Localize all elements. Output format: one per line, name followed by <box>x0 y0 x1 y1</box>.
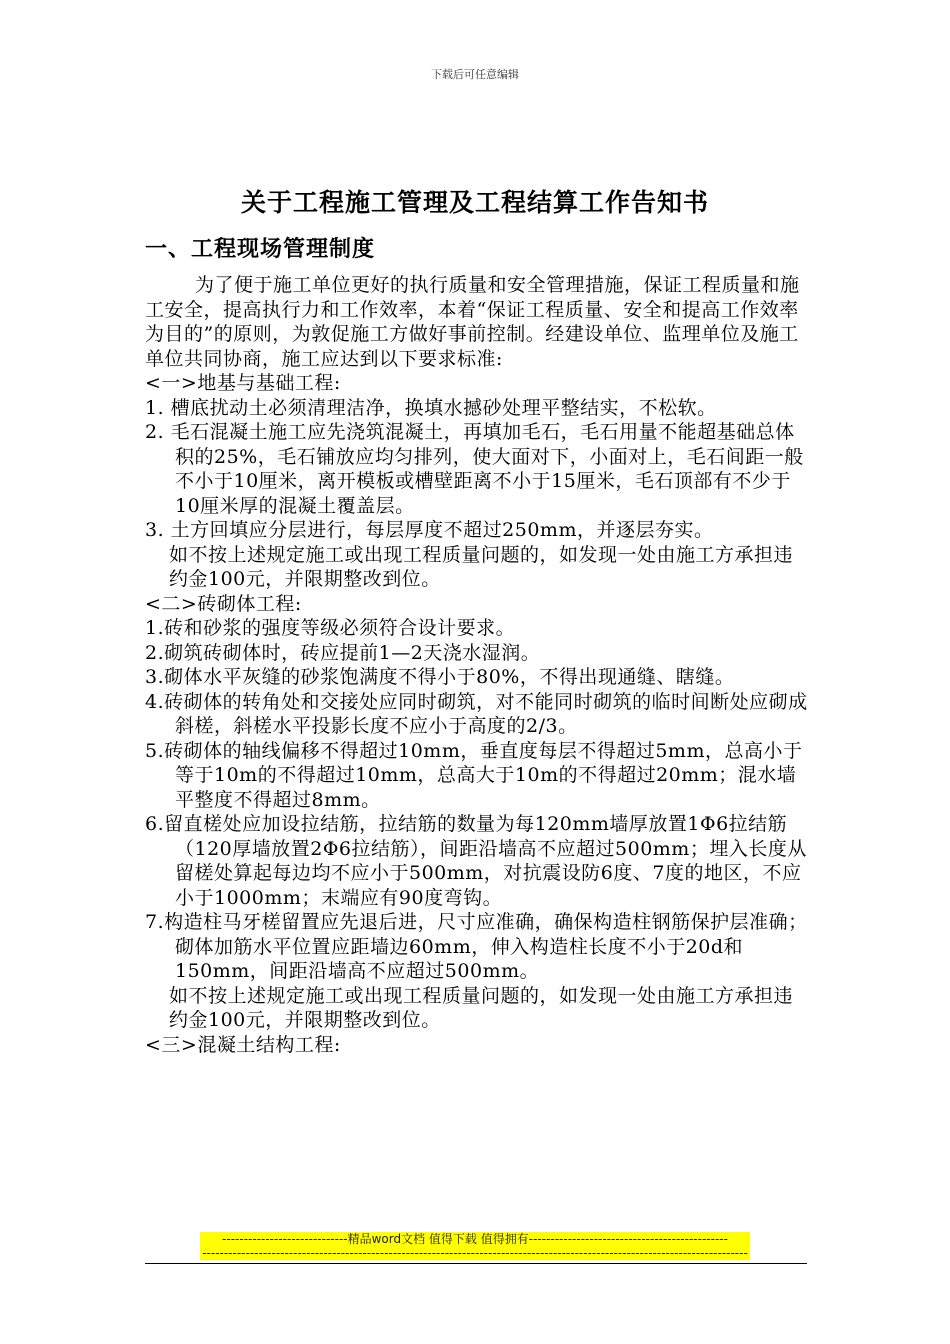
footer-banner <box>200 1232 750 1260</box>
list-item: 6.留直槎处应加设拉结筋，拉结筋的数量为每120mm墙厚放置1Φ6拉结筋（120厚墙放置2Φ6拉结筋），间距沿墙高不应超过500mm；埋入长度从留槎处算起每边均不应小于500mm，对抗震设防6度、7度的地区，不应小于1000mm；末端应有90度弯钩。 <box>145 813 807 909</box>
list-item: 1.砖和砂浆的强度等级必须符合设计要求。 <box>145 617 516 639</box>
list-item: 3.砌体水平灰缝的砂浆饱满度不得小于80%，不得出现通缝、瞎缝。 <box>145 666 735 688</box>
intro-paragraph: 为了便于施工单位更好的执行质量和安全管理措施，保证工程质量和施工安全，提高执行力和工作效率，本着“保证工程质量、安全和提高工作效率为目的”的原则，为敦促施工方做好事前控制。经建设单位、监理单位及施工单位共同协商，施工应达到以下要求标准: <box>145 274 800 370</box>
footer-divider <box>145 1263 807 1264</box>
subsection-title-concrete: <三>混凝土结构工程: <box>145 1033 341 1056</box>
subsection-title-foundation: <一>地基与基础工程: <box>145 372 341 394</box>
header-note: 下载后可任意编辑 <box>431 68 519 81</box>
list-item: 4.砖砌体的转角处和交接处应同时砌筑，对不能同时砌筑的临时间断处应砌成斜槎，斜槎水平投影长度不应小于高度的2/3。 <box>145 690 808 737</box>
list-item: 2. 毛石混凝土施工应先浇筑混凝土，再填加毛石，毛石用量不能超基础总体积的25%，毛石铺放应均匀排列，使大面对下，小面对上，毛石间距一般不小于10厘米，离开模板或槽壁距离不小于15厘米，毛石顶部有不少于10厘米厚的混凝土覆盖层。 <box>145 421 804 517</box>
footer-banner-line: ------------------------------------------------------------------------------------------------------------------------------ <box>202 1246 748 1260</box>
document-body <box>145 273 810 1057</box>
penalty-note: 如不按上述规定施工或出现工程质量问题的，如发现一处由施工方承担违约金100元，并限期整改到位。 <box>169 543 794 590</box>
list-item: 1. 槽底扰动土必须清理洁净，换填水撼砂处理平整结实，不松软。 <box>145 396 717 419</box>
subsection-title-masonry: <二>砖砌体工程: <box>145 592 302 615</box>
list-item: 2.砌筑砖砌体时，砖应提前1—2天浇水湿润。 <box>145 641 541 664</box>
section-heading: 一、工程现场管理制度 <box>145 236 376 262</box>
list-item: 7.构造柱马牙槎留置应先退后进，尺寸应准确，确保构造柱钢筋保护层准确；砌体加筋水平位置应距墙边60mm，伸入构造柱长度不小于20d和150mm，间距沿墙高不应超过500mm。 <box>145 911 808 982</box>
list-item: 3. 土方回填应分层进行，每层厚度不超过250mm，并逐层夯实。 <box>145 519 714 541</box>
footer-banner-line: -----------------------------精品word文档 值得下载 值得拥有---------------------------------------------- <box>222 1232 728 1246</box>
penalty-note: 如不按上述规定施工或出现工程质量问题的，如发现一处由施工方承担违约金100元，并限期整改到位。 <box>169 984 794 1031</box>
document-title: 关于工程施工管理及工程结算工作告知书 <box>240 188 709 217</box>
list-item: 5.砖砌体的轴线偏移不得超过10mm，垂直度每层不得超过5mm，总高小于等于10m的不得超过10mm，总高大于10m的不得超过20mm；混水墙平整度不得超过8mm。 <box>145 739 803 811</box>
